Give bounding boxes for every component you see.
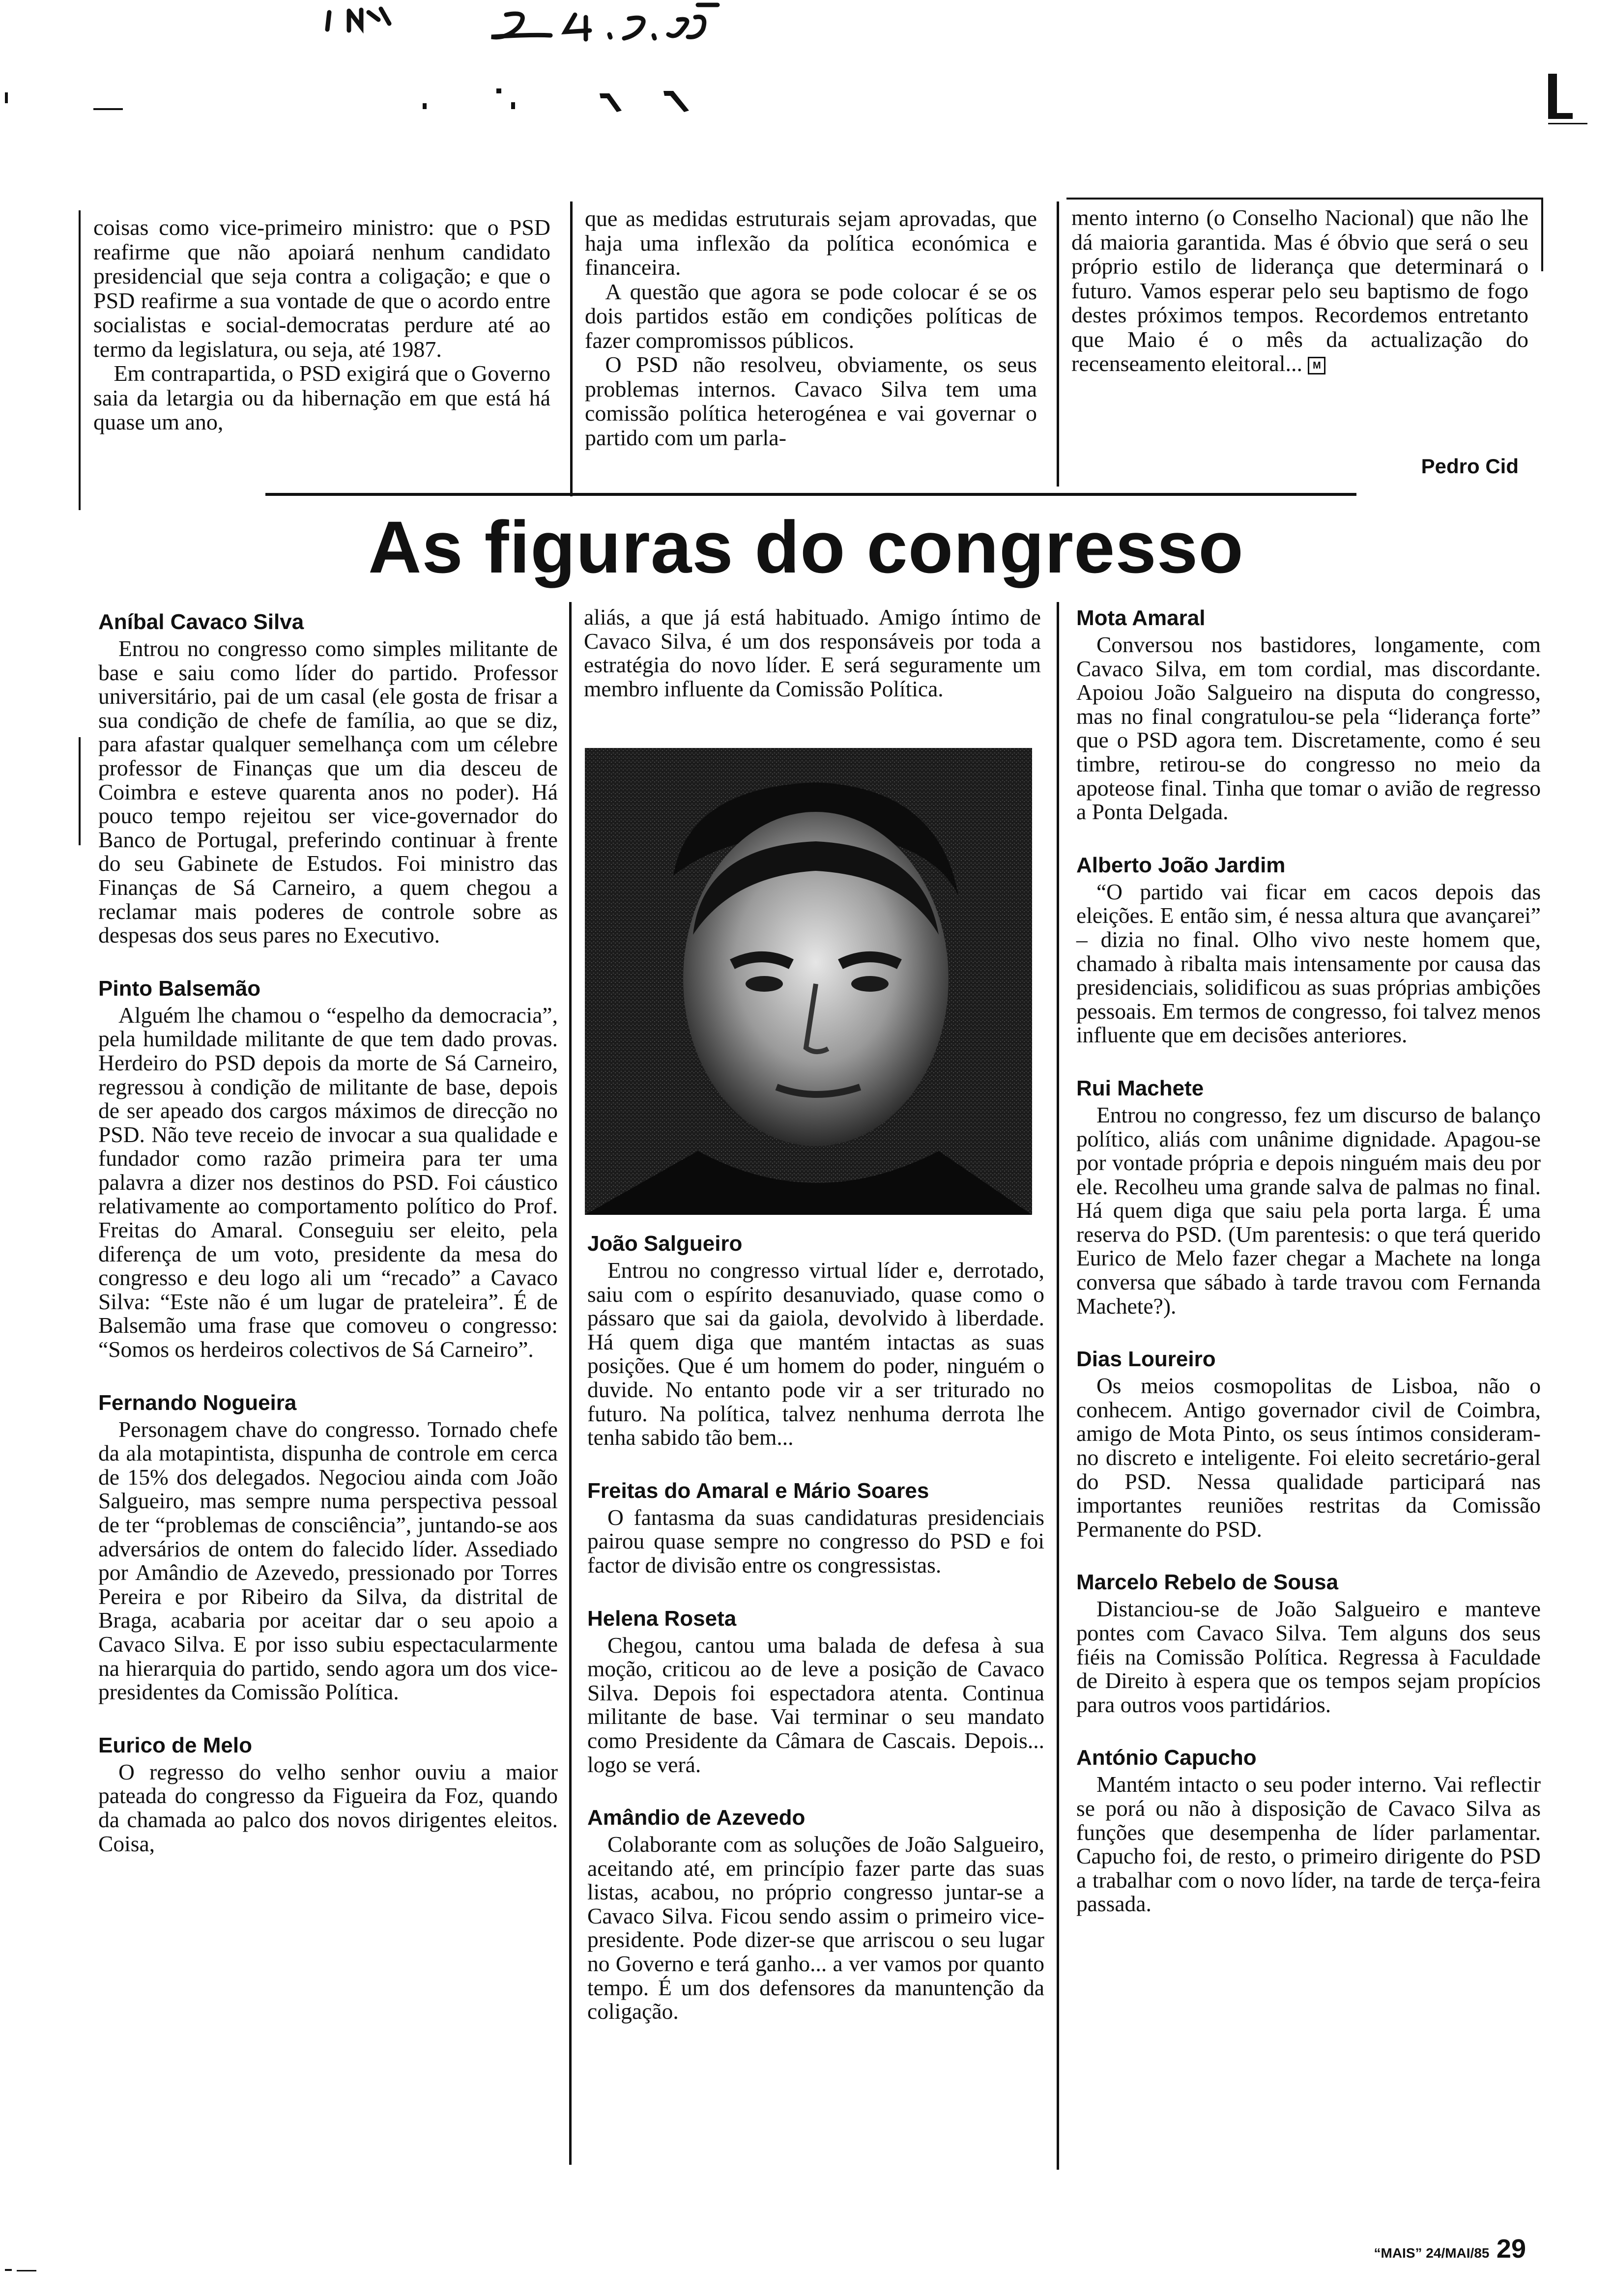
profile-section — [587, 1478, 1044, 1578]
feature-column-1 — [98, 609, 558, 1884]
profile-section — [98, 609, 558, 947]
top-article-column-1 — [93, 215, 550, 434]
feature-column-2-top — [584, 605, 1041, 701]
top-article-column-2 — [585, 206, 1037, 450]
paragraph: A questão que agora se pode colocar é se os dois partidos estão em condições políticas de fazer compromissos públicos. — [585, 279, 1037, 353]
profile-section — [1076, 1745, 1541, 1916]
scan-marks — [0, 64, 1612, 143]
scan-mark-bottom — [5, 2263, 44, 2278]
profile-text: Colaborante com as soluções de João Salgueiro, aceitando até, em princípio fazer parte das suas listas, acabou, no próprio congresso juntar-se a Cavaco Silva. Ficou sendo assim o primeiro vice-presidente. Pode dizer-se que arriscou o seu lugar no Governo e terá ganho... a ver vamos por quanto tempo. É um dos defensores da manuntenção da coligação. — [587, 1832, 1044, 2024]
paragraph: Em contrapartida, o PSD exigirá que o Governo saia da letargia ou da hibernação em que está há quase um ano, — [93, 361, 550, 434]
profile-name: Dias Loureiro — [1076, 1347, 1216, 1372]
feature-column-3 — [1076, 605, 1541, 1945]
profile-text: Alguém lhe chamou o “espelho da democracia”, pela humildade militante de que tem dado provas. Herdeiro do PSD depois da morte de Sá Carneiro, regressou à condição de militante de base, depois de ser apeado dos cargos máximos de direcção no PSD. Não teve receio de invocar a sua qualidade e fundador como razão primeira para ter uma palavra a dizer nos destinos do PSD. Foi cáustico relativamente ao comportamento político do Prof. Freitas do Amaral. Conseguiu ser eleito, pela diferença de um voto, presidente da mesa do congresso e deu logo ali um “recado” a Cavaco Silva: “Este não é um lugar de prateleira”. É de Balsemão uma frase que comoveu o congresso: “Somos os herdeiros colectivos de Sá Carneiro”. — [98, 1002, 558, 1362]
profile-text: Conversou nos bastidores, longamente, com Cavaco Silva, em tom cordial, mas discordante. Apoiou João Salgueiro na disputa do congresso, mas no final congratulou-se pela “liderança forte” que o PSD agora tem. Discretamente, como é seu timbre, retirou-se do congresso no meio da apoteose final. Tinha que tomar o avião de regresso a Ponta Delgada. — [1076, 632, 1541, 825]
top-right-border — [1541, 198, 1543, 271]
profile-name: Alberto João Jardim — [1076, 853, 1286, 877]
profile-section — [587, 1606, 1044, 1777]
portrait-image — [585, 748, 1032, 1215]
profile-section — [1076, 1347, 1541, 1541]
profile-name: Eurico de Melo — [98, 1733, 252, 1757]
paragraph: O PSD não resolveu, obviamente, os seus problemas internos. Cavaco Silva tem uma comissão política heterogénea e vai governar o partido com um parla- — [585, 352, 1037, 450]
profile-section — [1076, 1076, 1541, 1318]
profile-text: Entrou no congresso como simples militante de base e saiu como líder do partido. Professor universitário, pai de um casal (ele gosta de frisar a sua condição de chefe de família, ao que se diz, para afastar qualquer semelhança com um célebre professor de Finanças que um dia desceu de Coimbra e esteve quarenta anos no poder). Há pouco tempo rejeitou ser vice-governador do Banco de Portugal, preferindo continuar à frente do seu Gabinete de Estudos. Foi ministro das Finanças de Sá Carneiro, a quem chegou a reclamar mais poderes de controle sobre as despesas dos seus pares no Executivo. — [98, 636, 558, 948]
profile-text: O fantasma da suas candidaturas presidenciais pairou quase sempre no congresso do PSD e foi factor de divisão entre os congressistas. — [587, 1504, 1044, 1578]
profile-text: “O partido vai ficar em cacos depois das eleições. E então sim, é nessa altura que avançarei” – dizia no final. Olho vivo neste homem que, chamado à ribalta mais intensamente por causa das presidenciais, solidificou as suas próprias ambições pessoais. Em termos de congresso, foi talvez menos influente que em decisões anteriores. — [1076, 879, 1541, 1048]
profile-section — [587, 1231, 1044, 1450]
profile-section — [98, 1390, 558, 1704]
top-column-rule-2 — [1057, 201, 1059, 487]
feature-title: As figuras do congresso — [368, 506, 1244, 588]
profile-name: Marcelo Rebelo de Sousa — [1076, 1570, 1339, 1595]
profile-name: Amândio de Azevedo — [587, 1806, 806, 1830]
profile-continuation: aliás, a que já está habituado. Amigo íntimo de Cavaco Silva, é um dos responsáveis por toda a estratégia do novo líder. E será seguramente um membro influente da Comissão Política. — [584, 604, 1041, 701]
profile-text: Personagem chave do congresso. Tornado chefe da ala motapintista, dispunha de controle em cerca de 15% dos delegados. Negociou ainda com João Salgueiro, mas sempre numa perspectiva pessoal de ter “problemas de consciência”, juntando-se aos adversários de ontem do falecido líder. Assediado por Amândio de Azevedo, pressionado por Torres Pereira e por Ribeiro da Silva, da distrital de Braga, acabaria por aceitar dar o seu apoio a Cavaco Silva. E por isso subiu espectacularmente na hierarquia do partido, sendo agora um dos vice-presidentes da Comissão Política. — [98, 1416, 558, 1705]
paragraph: que as medidas estruturais sejam aprovadas, que haja uma inflexão da política económica e financeira. — [585, 206, 1037, 280]
top-column-rule-1 — [570, 201, 573, 496]
byline: Pedro Cid — [1421, 455, 1519, 478]
profile-name: Fernando Nogueira — [98, 1390, 297, 1415]
paragraph-text: mento interno (o Conselho Nacional) que não lhe dá maioria garantida. Mas é óbvio que será o seu próprio estilo de liderança que determinará o futuro. Vamos esperar pelo seu baptismo de fogo destes próximos tempos. Recordemos entretanto que Maio é o mês da actualização do recenseamento eleitoral... — [1071, 205, 1528, 376]
end-mark: M — [1308, 357, 1325, 374]
column-rule-2 — [1057, 602, 1059, 2170]
profile-section — [587, 1805, 1044, 2024]
profile-section — [1076, 1570, 1541, 1717]
profile-name: Rui Machete — [1076, 1076, 1204, 1100]
profile-text: Distanciou-se de João Salgueiro e manteve pontes com Cavaco Silva. Tem alguns dos seus fiéis na Comissão Política. Regressa à Faculdade de Direito à espera que os tempos sejam propícios para outros voos partidários. — [1076, 1596, 1541, 1717]
feature-column-2 — [587, 1231, 1044, 2052]
top-article-column-3 — [1071, 205, 1528, 376]
profile-text: Chegou, cantou uma balada de defesa à sua moção, criticou ao de leve a posição de Cavaco Silva. Depois foi espectadora atenta. Continua militante de base. Vai terminar o seu mandato como Presidente da Câmara de Cascais. Depois... logo se verá. — [587, 1632, 1044, 1777]
column-rule-1 — [569, 602, 572, 2165]
profile-name: João Salgueiro — [587, 1232, 743, 1256]
top-right-rule — [1066, 198, 1543, 200]
profile-section — [98, 976, 558, 1362]
page-number: 29 — [1496, 2234, 1526, 2264]
page-footer — [1374, 2234, 1526, 2264]
profile-name: Mota Amaral — [1076, 606, 1206, 630]
profile-name: Aníbal Cavaco Silva — [98, 610, 304, 634]
profile-section — [1076, 605, 1541, 824]
top-left-border — [79, 210, 81, 510]
paragraph — [1071, 205, 1528, 376]
profile-text: Entrou no congresso virtual líder e, derrotado, saiu com o espírito desanuviado, quase como o pássaro que sai da gaiola, devolvido à liberdade. Há quem diga que mantém intactas as suas posições. Que é um homem do poder, ninguém o duvide. No entanto pode vir a ser triturado no futuro. Na política, talvez nenhuma derrota lhe tenha sabido tão bem... — [587, 1258, 1044, 1450]
title-rule — [265, 493, 1356, 496]
profile-text: Entrou no congresso, fez um discurso de balanço político, aliás com unânime dignidade. Apagou-se por vontade própria e depois ninguém mais deu por ele. Recolheu uma grande salva de palmas no final. Há quem diga que saiu pela porta larga. É uma reserva do PSD. (Um parentesis: o que terá querido Eurico de Melo fazer chegar a Machete na longa conversa que sábado à tarde travou com Fernanda Machete?). — [1076, 1102, 1541, 1319]
profile-text: O regresso do velho senhor ouviu a maior pateada do congresso da Figueira da Foz, quando da chamada ao palco dos novos dirigentes eleitos. Coisa, — [98, 1759, 558, 1856]
profile-name: Pinto Balsemão — [98, 976, 261, 1001]
paragraph: coisas como vice-primeiro ministro: que o PSD reafirme que não apoiará nenhum candidato presidencial que seja contra a coligação; e que o PSD reafirme a sua vontade de que o acordo entre socialistas e social-democratas perdure até ao termo da legislatura, ou seja, até 1987. — [93, 215, 550, 362]
handwritten-annotation — [275, 0, 890, 54]
profile-text: Os meios cosmopolitas de Lisboa, não o conhecem. Antigo governador civil de Coimbra, amigo de Mota Pinto, os seus íntimos consideram-no discreto e inteligente. Foi eleito secretário-geral do PSD. Nessa qualidade participará nas importantes reuniões restritas da Comissão Permanente do PSD. — [1076, 1373, 1541, 1542]
profile-name: Helena Roseta — [587, 1606, 737, 1631]
profile-section — [1076, 853, 1541, 1047]
portrait-photo-joao-salgueiro — [585, 748, 1032, 1215]
profile-section — [98, 1733, 558, 1856]
left-border — [79, 737, 81, 845]
profile-name: Freitas do Amaral e Mário Soares — [587, 1478, 929, 1503]
profile-name: António Capucho — [1076, 1746, 1257, 1770]
profile-text: Mantém intacto o seu poder interno. Vai reflectir se porá ou não à disposição de Cavaco Silva as funções que desempenha de líder parlamentar. Capucho foi, de resto, o primeiro dirigente do PSD a trabalhar com o novo líder, na tarde de terça-feira passada. — [1076, 1772, 1541, 1917]
publication-name: “MAIS” 24/MAI/85 — [1374, 2245, 1490, 2261]
